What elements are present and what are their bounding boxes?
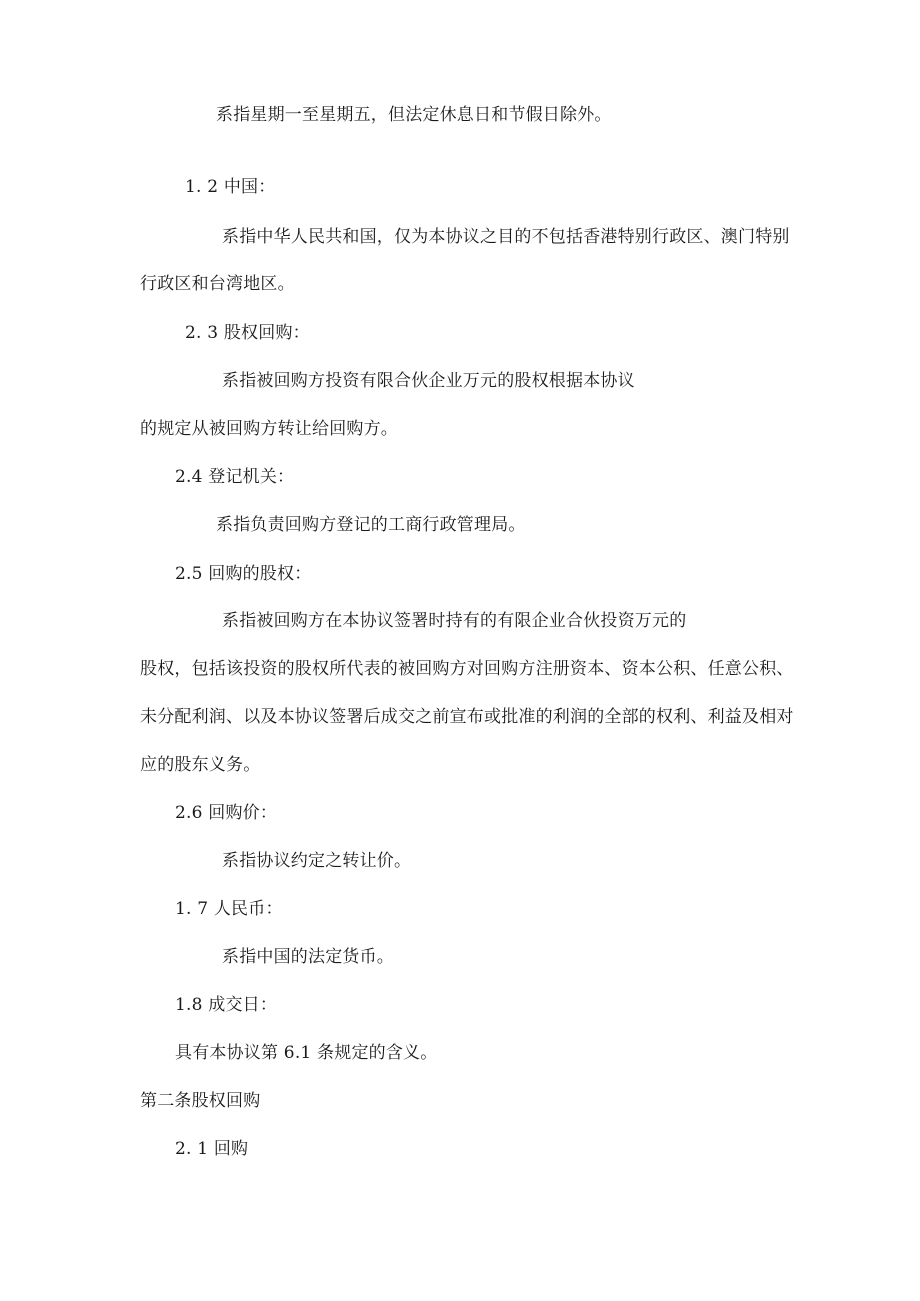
repurchased-equity-definition-line-2: 股权，包括该投资的股权所代表的被回购方对回购方注册资本、资本公积、任意公积、 (140, 659, 794, 679)
china-definition-line-2: 行政区和台湾地区。 (140, 274, 295, 294)
repurchased-equity-definition-line-1: 系指被回购方在本协议签署时持有的有限企业合伙投资万元的 (222, 611, 687, 631)
section-heading-repurchase: 2. 1 回购 (175, 1139, 249, 1159)
article-two-title: 第二条股权回购 (140, 1091, 261, 1111)
registration-authority-definition: 系指负责回购方登记的工商行政管理局。 (216, 515, 526, 535)
section-heading-closing-date: 1.8 成交日： (175, 995, 278, 1015)
repurchased-equity-definition-line-4: 应的股东义务。 (140, 755, 261, 775)
section-heading-repurchased-equity: 2.5 回购的股权： (175, 564, 312, 584)
repurchase-price-definition: 系指协议约定之转让价。 (222, 851, 412, 871)
equity-repurchase-definition-line-2: 的规定从被回购方转让给回购方。 (140, 419, 398, 439)
rmb-definition: 系指中国的法定货币。 (222, 947, 394, 967)
china-definition-line-1: 系指中华人民共和国，仅为本协议之目的不包括香港特别行政区、澳门特别 (222, 227, 790, 247)
section-heading-equity-repurchase: 2. 3 股权回购： (185, 323, 310, 343)
section-heading-china: 1. 2 中国： (185, 177, 276, 197)
workday-definition: 系指星期一至星期五，但法定休息日和节假日除外。 (216, 105, 612, 125)
repurchased-equity-definition-line-3: 未分配利润、以及本协议签署后成交之前宣布或批准的利润的全部的权利、利益及相对 (140, 707, 794, 727)
equity-repurchase-definition-line-1: 系指被回购方投资有限合伙企业万元的股权根据本协议 (222, 371, 635, 391)
closing-date-definition: 具有本协议第 6.1 条规定的含义。 (175, 1043, 438, 1063)
section-heading-repurchase-price: 2.6 回购价： (175, 803, 278, 823)
section-heading-rmb: 1. 7 人民币： (175, 899, 283, 919)
section-heading-registration-authority: 2.4 登记机关： (175, 467, 295, 487)
